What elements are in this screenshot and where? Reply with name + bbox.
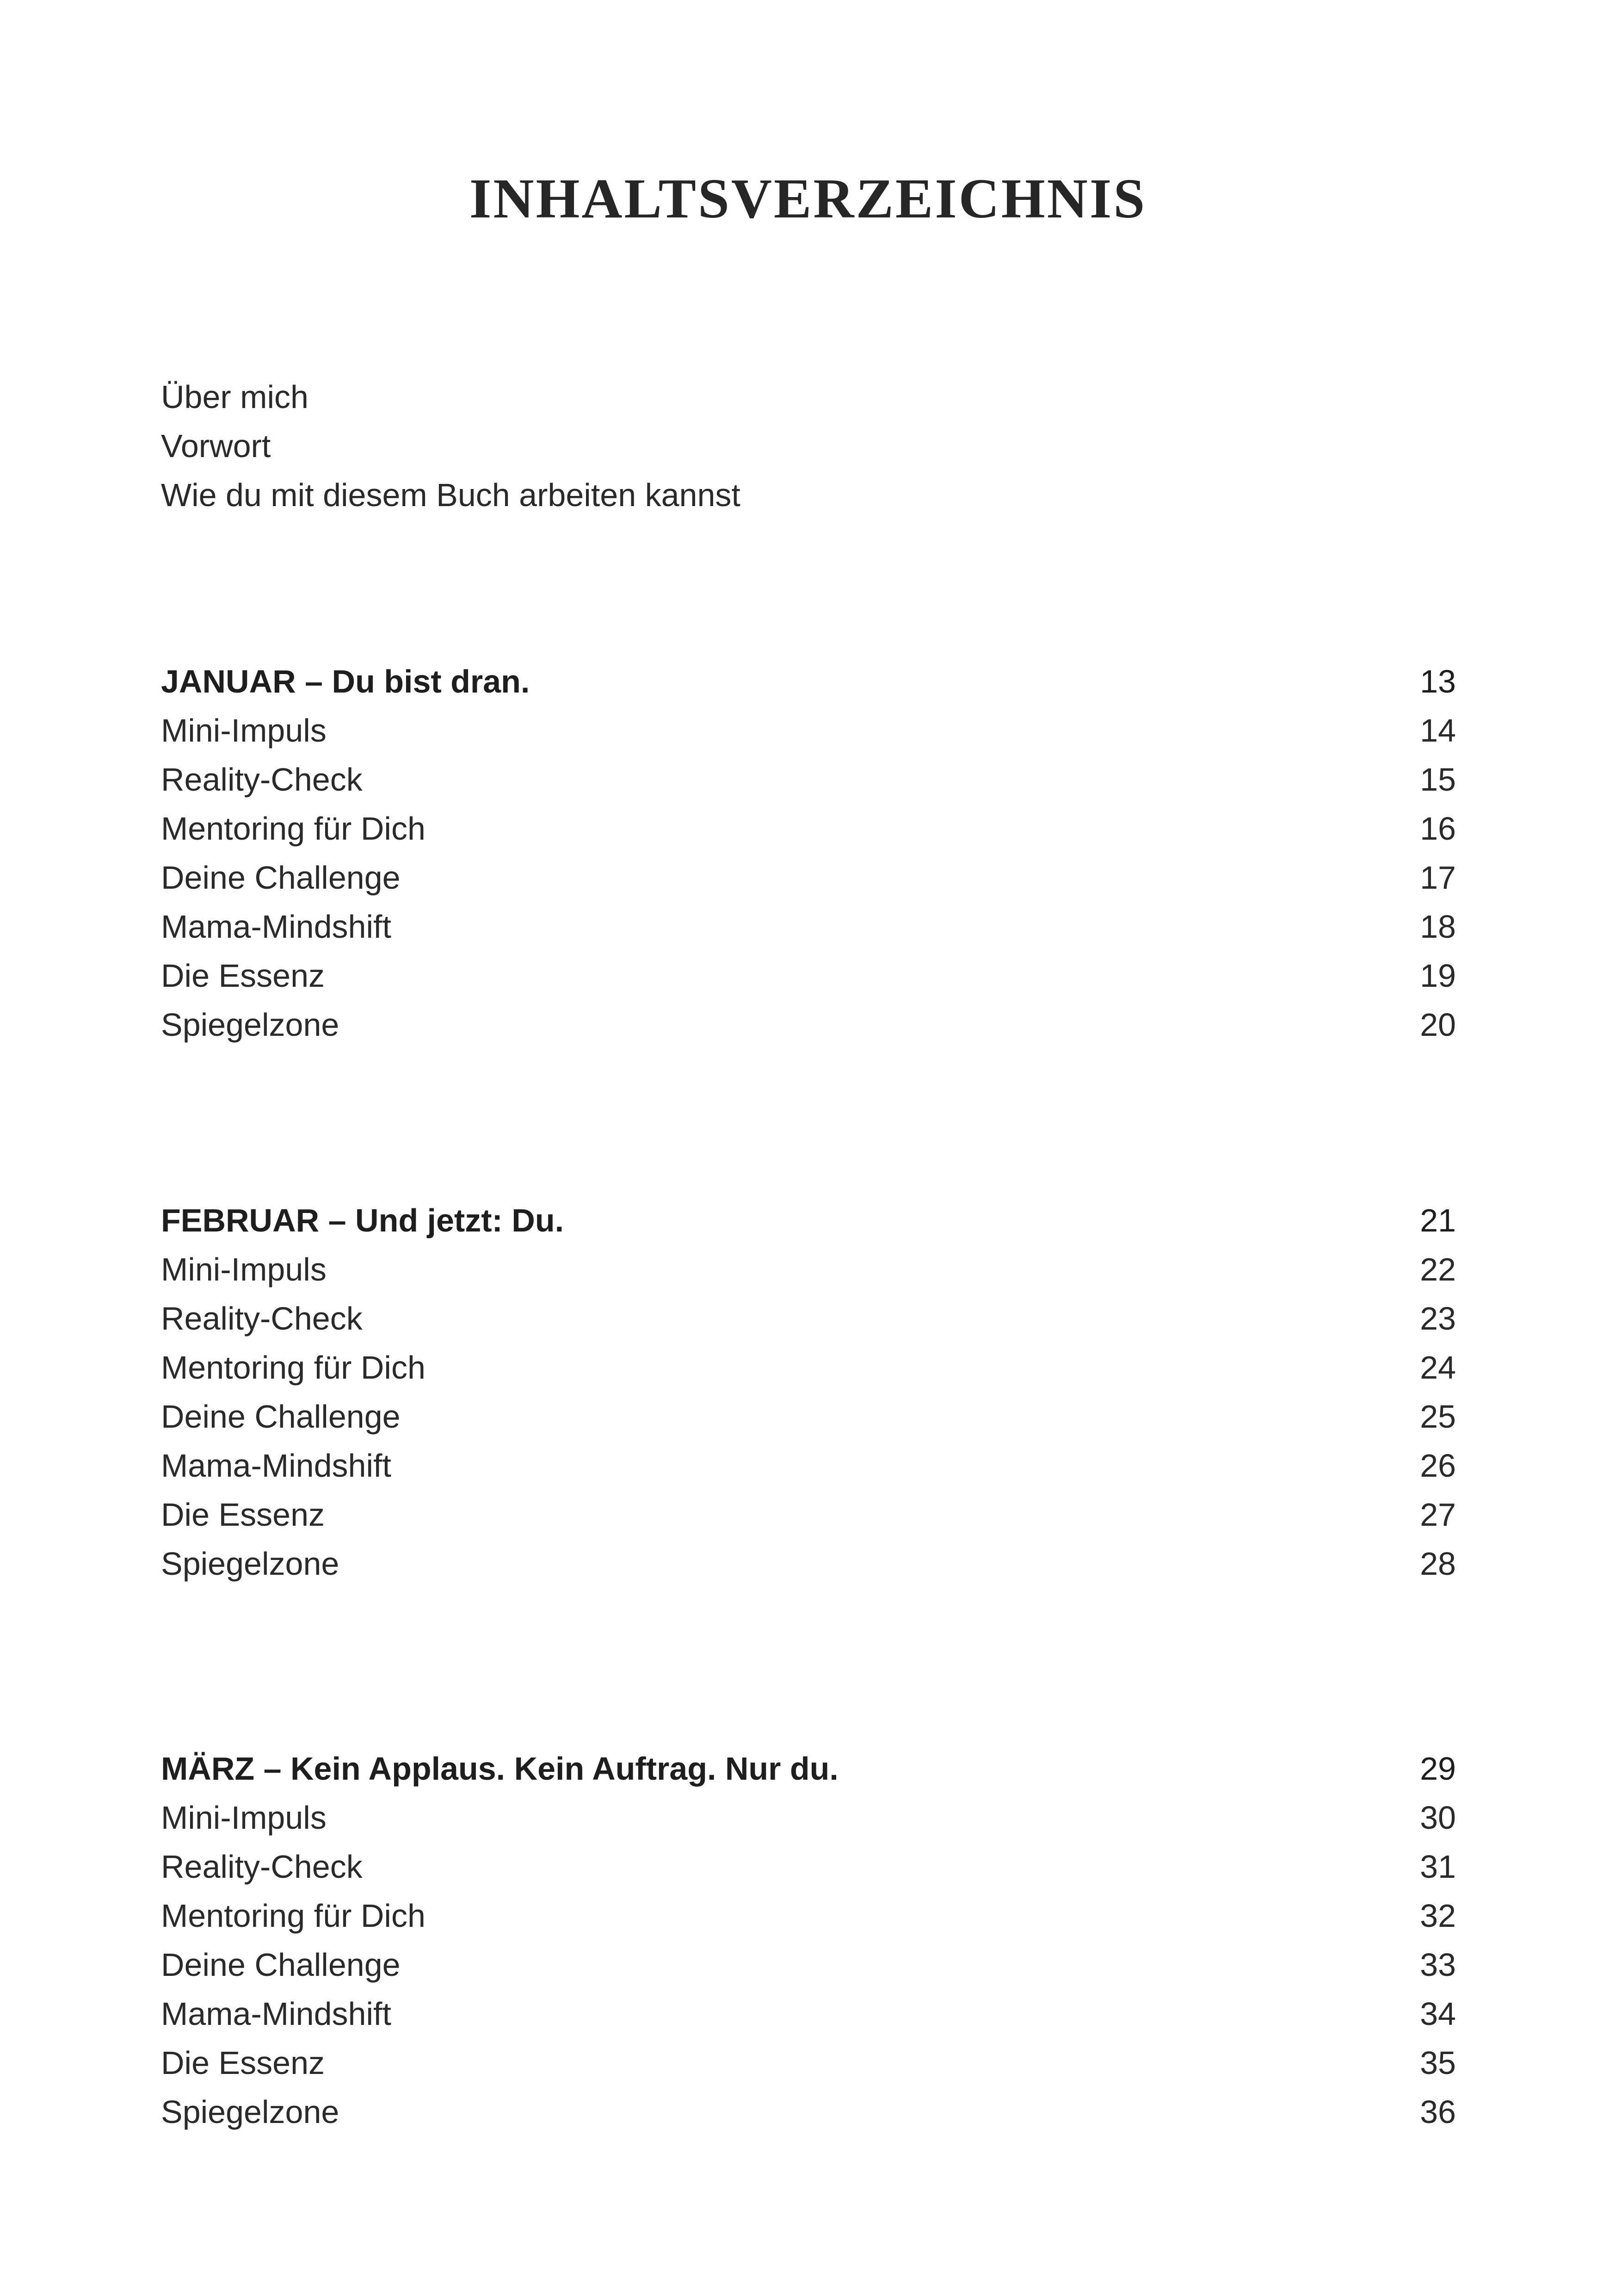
page-number: 29	[1420, 1751, 1456, 1787]
toc-entry	[161, 1245, 1456, 1294]
intro-item-ueber-mich: Über mich	[161, 379, 308, 415]
toc-entry	[161, 706, 1456, 755]
page-number: 36	[1420, 2094, 1456, 2130]
entry-label: Mentoring für Dich	[161, 1349, 426, 1386]
page-title: INHALTSVERZEICHNIS	[469, 167, 1147, 230]
toc-entry	[161, 1891, 1456, 1940]
page-number: 31	[1420, 1849, 1456, 1885]
entry-label: Mama-Mindshift	[161, 1996, 391, 2032]
page-number: 25	[1420, 1399, 1456, 1435]
page-number: 34	[1420, 1996, 1456, 2032]
page-number: 26	[1420, 1448, 1456, 1484]
page-number: 23	[1420, 1300, 1456, 1337]
toc-entry	[161, 1793, 1456, 1842]
toc-section-maerz	[161, 1744, 1456, 2136]
page-number: 18	[1420, 909, 1456, 945]
toc-entry	[161, 1989, 1456, 2038]
toc-section-heading	[161, 1196, 1456, 1245]
toc-entry	[161, 1441, 1456, 1490]
entry-label: Mini-Impuls	[161, 712, 327, 749]
toc-entry	[161, 1392, 1456, 1441]
page-number: 20	[1420, 1007, 1456, 1043]
toc-entry	[161, 902, 1456, 951]
toc-entry	[161, 755, 1456, 804]
toc-section-januar	[161, 657, 1456, 1049]
entry-label: Mentoring für Dich	[161, 1898, 426, 1934]
page-number: 22	[1420, 1251, 1456, 1287]
page-number: 33	[1420, 1947, 1456, 1983]
entry-label: Mini-Impuls	[161, 1251, 327, 1287]
entry-label: Mini-Impuls	[161, 1800, 327, 1836]
page-number: 24	[1420, 1349, 1456, 1386]
toc-entry	[161, 2087, 1456, 2136]
entry-label: Deine Challenge	[161, 1399, 401, 1435]
toc-entry	[161, 804, 1456, 853]
page-number: 14	[1420, 712, 1456, 749]
entry-label: Mama-Mindshift	[161, 909, 391, 945]
entry-label: Die Essenz	[161, 958, 325, 994]
page-number: 30	[1420, 1800, 1456, 1836]
toc-entry	[161, 1539, 1456, 1588]
page-number: 15	[1420, 761, 1456, 798]
toc-entry	[161, 853, 1456, 902]
page-number: 19	[1420, 958, 1456, 994]
entry-label: Spiegelzone	[161, 1007, 339, 1043]
toc-entry	[161, 1294, 1456, 1343]
entry-label: Die Essenz	[161, 2045, 325, 2081]
intro-item-vorwort: Vorwort	[161, 428, 271, 464]
page-number: 32	[1420, 1898, 1456, 1934]
entry-label: Reality-Check	[161, 761, 363, 798]
page-number: 17	[1420, 860, 1456, 896]
section-title: MÄRZ – Kein Applaus. Kein Auftrag. Nur du.	[161, 1751, 839, 1787]
page-number: 13	[1420, 663, 1456, 699]
entry-label: Spiegelzone	[161, 2094, 339, 2130]
section-title: JANUAR – Du bist dran.	[161, 663, 530, 699]
entry-label: Deine Challenge	[161, 860, 401, 896]
toc-section-heading	[161, 657, 1456, 706]
toc-entry	[161, 1490, 1456, 1539]
entry-label: Deine Challenge	[161, 1947, 401, 1983]
toc-entry	[161, 1842, 1456, 1891]
entry-label: Spiegelzone	[161, 1546, 339, 1582]
page-number: 16	[1420, 811, 1456, 847]
section-title: FEBRUAR – Und jetzt: Du.	[161, 1202, 564, 1238]
toc-entry	[161, 1000, 1456, 1049]
toc-entry	[161, 1343, 1456, 1392]
page-number: 27	[1420, 1497, 1456, 1533]
toc-entry	[161, 1940, 1456, 1989]
toc-entry	[161, 951, 1456, 1000]
page-number: 21	[1420, 1202, 1456, 1238]
toc-section-februar	[161, 1196, 1456, 1588]
intro-item-how-to: Wie du mit diesem Buch arbeiten kannst	[161, 477, 740, 513]
page-number: 28	[1420, 1546, 1456, 1582]
intro-list	[161, 372, 1456, 520]
page-number: 35	[1420, 2045, 1456, 2081]
entry-label: Mama-Mindshift	[161, 1448, 391, 1484]
entry-label: Mentoring für Dich	[161, 811, 426, 847]
toc-entry	[161, 2038, 1456, 2087]
entry-label: Die Essenz	[161, 1497, 325, 1533]
toc-section-heading	[161, 1744, 1456, 1793]
entry-label: Reality-Check	[161, 1300, 363, 1337]
entry-label: Reality-Check	[161, 1849, 363, 1885]
